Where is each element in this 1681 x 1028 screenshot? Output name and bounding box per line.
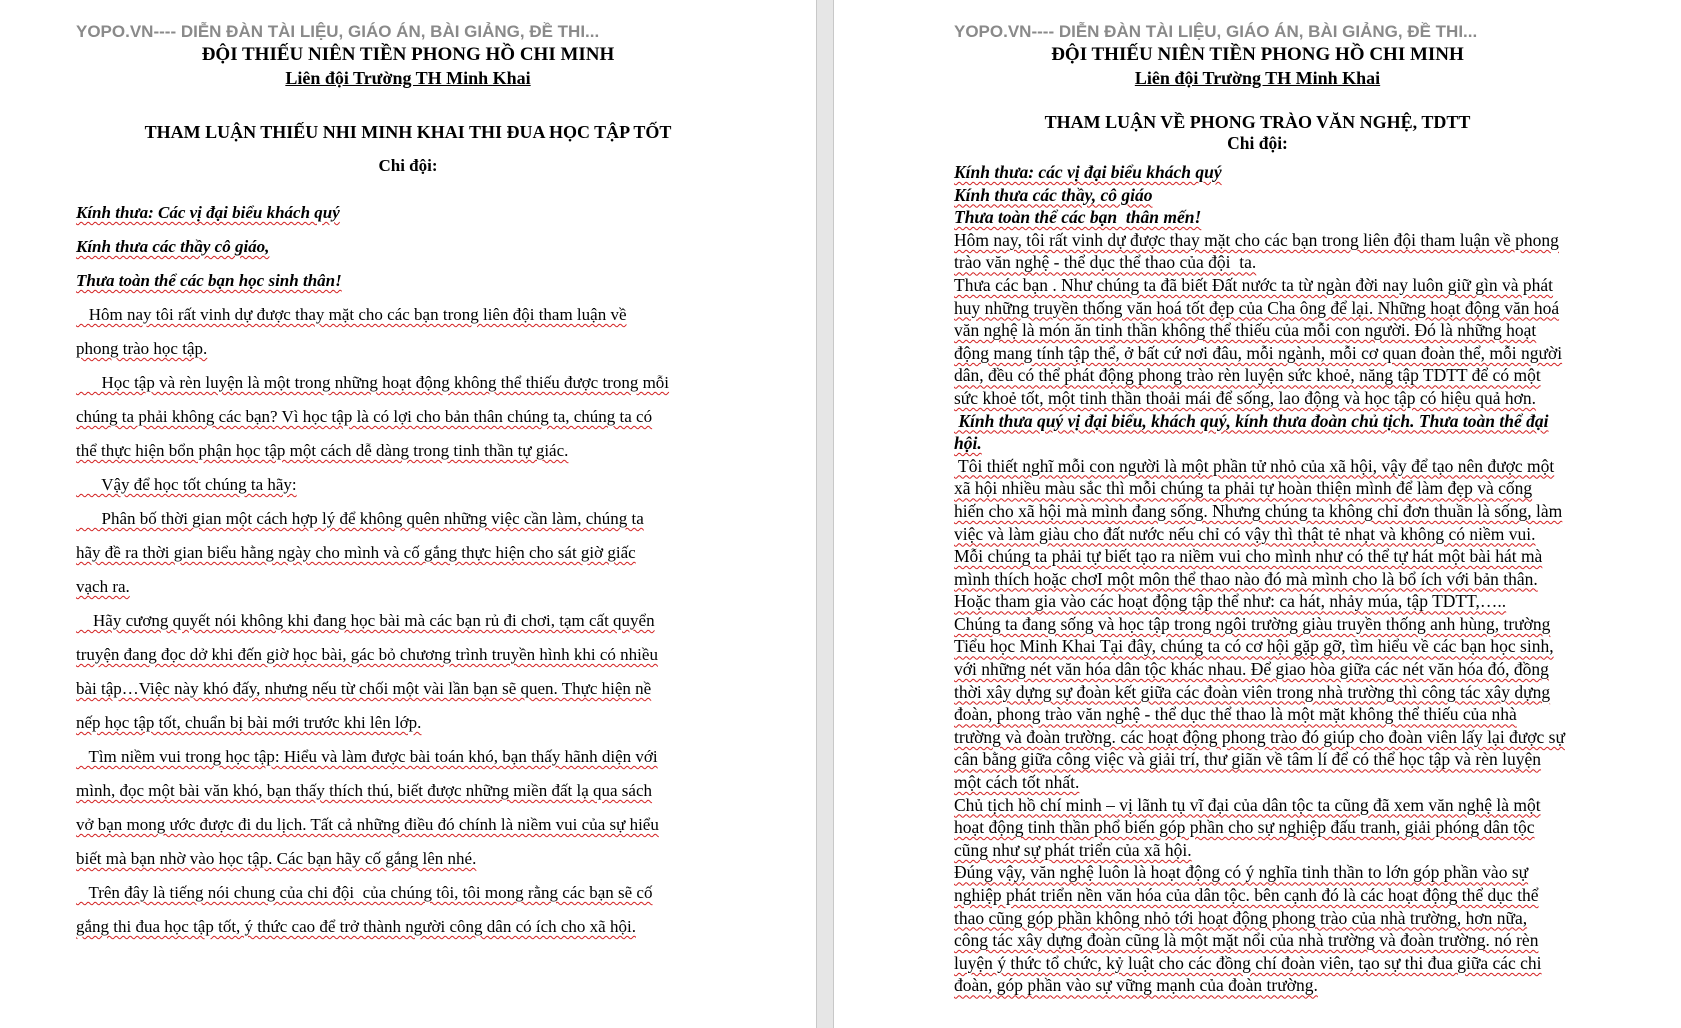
- chi-doi-label: Chi đội:: [378, 156, 438, 175]
- paragraph-line: hoạt động tinh thần phổ biến góp phần cho sự nghiệp đấu tranh, giải phóng dân tộc: [954, 817, 1535, 838]
- paragraph-line: văn nghệ là món ăn tinh thần không thể thiếu của mỗi con người. Đó là những hoạt: [954, 320, 1537, 341]
- paragraph-line: Học tập và rèn luyện là một trong những hoạt động không thể thiếu được trong mỗi: [76, 373, 670, 392]
- school-line-wrap: [0, 68, 816, 89]
- paragraph-line: một cách tốt nhất.: [954, 772, 1080, 793]
- paragraph-line: xã hội nhiều màu sắc thì mỗi chúng ta phải tự hoàn thiện mình để làm đẹp và cống: [954, 478, 1533, 499]
- header-note: YOPO.VN---- DIỄN ĐÀN TÀI LIỆU, GIÁO ÁN, BÀI GIẢNG, ĐỀ THI...: [954, 22, 1478, 41]
- paragraph-line: đoàn, phong trào văn nghệ - thể dục thể thao là một mặt không thể thiếu của nhà: [954, 704, 1517, 725]
- salutation-line: Thưa toàn thể các bạn thân mến!: [954, 207, 1202, 228]
- paragraph-line: mình, đọc một bài văn khó, bạn thấy thích thú, biết được những miền đất lạ qua sách: [76, 781, 653, 800]
- page-gutter: [816, 0, 834, 1028]
- paragraph-line: nếp học tập tốt, chuẩn bị bài mới trước khi lên lớp.: [76, 713, 422, 732]
- salutation-line: Kính thưa các thầy, cô giáo: [954, 184, 1153, 205]
- document-title: THAM LUẬN THIẾU NHI MINH KHAI THI ĐUA HỌC TẬP TỐT: [144, 122, 672, 142]
- paragraph-line: Tôi thiết nghĩ mỗi con người là một phần tử nhỏ của xã hội, vậy để tạo nên được một: [954, 455, 1555, 476]
- org-title: ĐỘI THIẾU NIÊN TIỀN PHONG HỒ CHI MINH: [201, 44, 615, 65]
- salutation-line: Kính thưa quý vị đại biểu, khách quý, kính thưa đoàn chủ tịch. Thưa toàn thể đại: [954, 410, 1549, 431]
- body-text: [76, 196, 669, 944]
- document-page-right: [834, 0, 1681, 1028]
- paragraph-line: Tìm niềm vui trong học tập: Hiểu và làm được bài toán khó, bạn thấy hãnh diện với: [76, 747, 658, 766]
- paragraph-line: công tác xây dựng đoàn cũng là một mặt nổi của nhà trường và đoàn trường. nó rèn: [954, 930, 1539, 951]
- paragraph-line: Hôm nay tôi rất vinh dự được thay mặt cho các bạn trong liên đội tham luận về: [76, 305, 627, 324]
- paragraph-line: vở bạn mong ước được đi du lịch. Tất cả những điều đó chính là niềm vui của sự hiểu: [76, 815, 659, 834]
- paragraph-line: Vậy để học tốt chúng ta hãy:: [76, 475, 297, 494]
- paragraph-line: Phân bố thời gian một cách hợp lý để không quên những việc cần làm, chúng ta: [76, 509, 644, 528]
- paragraph-line: Hãy cương quyết nói không khi đang học bài mà các bạn rủ đi chơi, tạm cất quyển: [76, 611, 655, 630]
- paragraph-line: việc và làm giàu cho đất nước nếu chỉ có vậy thì thật tẻ nhạt và không có niềm vui.: [954, 523, 1536, 544]
- salutation-line: Kính thưa: Các vị đại biểu khách quý: [76, 203, 340, 222]
- paragraph-line: Hoặc tham gia vào các hoạt động tập thể như: ca hát, nhảy múa, tập TDTT,…..: [954, 591, 1507, 612]
- salutation-line: Kính thưa các thầy cô giáo,: [76, 237, 270, 256]
- paragraph-line: với những nét văn hóa dân tộc khác nhau. Để giao hòa giữa các nét văn hóa đó, đồng: [954, 659, 1549, 680]
- paragraph-line: biết mà bạn nhờ vào học tập. Các bạn hãy cố gắng lên nhé.: [76, 849, 477, 868]
- chi-doi-label: Chi đội:: [1227, 133, 1288, 153]
- paragraph-line: dân, đều có thể phát động phong trào rèn luyện sức khoẻ, năng tập TDTT để có một: [954, 365, 1541, 386]
- paragraph-line: vạch ra.: [76, 577, 130, 596]
- paragraph-line: bài tập…Việc này khó đấy, nhưng nếu từ chối một vài lần bạn sẽ quen. Thực hiện nề: [76, 679, 652, 698]
- org-title: ĐỘI THIẾU NIÊN TIỀN PHONG HỒ CHI MINH: [1051, 44, 1464, 65]
- document-title: THAM LUẬN VỀ PHONG TRÀO VĂN NGHỆ, TDTT: [1044, 112, 1471, 132]
- paragraph-line: Hôm nay, tôi rất vinh dự được thay mặt cho các bạn trong liên đội tham luận về phong: [954, 229, 1559, 250]
- salutation-line: Kính thưa: các vị đại biểu khách quý: [954, 162, 1222, 182]
- paragraph-line: Đúng vậy, văn nghệ luôn là hoạt động có ý nghĩa tinh thần to lớn góp phần vào sự: [954, 862, 1529, 883]
- paragraph-line: chúng ta phải không các bạn? Vì học tập là có lợi cho bản thân chúng ta, chúng ta có: [76, 407, 653, 426]
- paragraph-line: luyện ý thức tổ chức, kỷ luật cho các đồng chí đoàn viên, tạo sự thi đua giữa các chi: [954, 952, 1542, 973]
- school-name: Liên đội Trường TH Minh Khai: [1134, 68, 1381, 88]
- paragraph-line: huy những truyền thống văn hoá tốt đẹp của Cha ông để lại. Những hoạt động văn hoá: [954, 297, 1560, 318]
- header-note: YOPO.VN---- DIỄN ĐÀN TÀI LIỆU, GIÁO ÁN, BÀI GIẢNG, ĐỀ THI...: [76, 22, 600, 41]
- paragraph-line: động mang tính tập thể, ở bất cứ nơi đâu, mỗi ngành, mỗi cơ quan đoàn thể, mỗi người: [954, 342, 1563, 363]
- school-name: Liên đội Trường TH Minh Khai: [285, 68, 531, 88]
- paragraph-line: trào văn nghệ - thể dục thể thao của đội ta.: [954, 252, 1257, 273]
- paragraph-line: hãy đề ra thời gian biểu hằng ngày cho mình và cố gắng thực hiện cho sát giờ giấc: [76, 543, 636, 562]
- paragraph-line: nghiệp phát triển nền văn hóa của dân tộc. bên cạnh đó là các hoạt động thể dục thể: [954, 885, 1539, 905]
- paragraph-line: Chủ tịch hồ chí minh – vị lãnh tụ vĩ đại của dân tộc ta cũng đã xem văn nghệ là một: [954, 794, 1541, 815]
- paragraph-line: thời xây dựng sự đoàn kết giữa các đoàn viên trong nhà trường thì công tác xây dựng: [954, 681, 1551, 702]
- paragraph-line: trường và đoàn trường. các hoạt động phong trào đó giúp cho đoàn viên lấy lại được sự: [954, 726, 1565, 747]
- paragraph-line: sức khoẻ tốt, một tinh thần thoải mái để sống, lao động và học tập có hiệu quả hơn.: [954, 387, 1537, 408]
- paragraph-line: Trên đây là tiếng nói chung của chi đội của chúng tôi, tôi mong rằng các bạn sẽ cố: [76, 883, 653, 902]
- paragraph-line: thể thực hiện bổn phận học tập một cách dễ dàng trong tinh thần tự giác.: [76, 441, 569, 460]
- paragraph-line: cân bằng giữa công việc và giải trí, thư giãn về tâm lí để có thể học tập và rèn luyện: [954, 749, 1542, 770]
- salutation-line: Thưa toàn thể các bạn học sinh thân!: [76, 271, 342, 290]
- paragraph-line: thao cũng góp phần không nhỏ tới hoạt động phong trào của nhà trường, hơn nữa,: [954, 907, 1528, 928]
- salutation-line: hội.: [954, 433, 982, 454]
- paragraph-line: phong trào học tập.: [76, 339, 208, 358]
- paragraph-line: gắng thi đua học tập tốt, ý thức cao để trở thành người công dân có ích cho xã hội.: [76, 917, 636, 936]
- paragraph-line: Mỗi chúng ta phải tự biết tạo ra niềm vui cho mình như có thể tự hát một bài hát mà: [954, 546, 1543, 567]
- paragraph-line: Chúng ta đang sống và học tập trong ngôi trường giàu truyền thống anh hùng, trường: [954, 613, 1551, 634]
- body-text: [954, 161, 1565, 997]
- paragraph-line: Thưa các bạn . Như chúng ta đã biết Đất nước ta từ ngàn đời nay luôn giữ gìn và phát: [954, 274, 1554, 295]
- paragraph-line: đoàn, góp phần vào sự vững mạnh của đoàn trường.: [954, 975, 1318, 996]
- paragraph-line: Tiểu học Minh Khai Tại đây, chúng ta có cơ hội gặp gỡ, tìm hiểu về các bạn học sinh,: [954, 636, 1554, 657]
- document-page-left: [0, 0, 816, 1028]
- school-line-wrap: [834, 68, 1681, 89]
- paragraph-line: cũng như sự phát triển của xã hội.: [954, 839, 1192, 860]
- paragraph-line: truyện đang đọc dở khi đến giờ học bài, gác bỏ chương trình truyền hình khi có nhiều: [76, 645, 658, 664]
- paragraph-line: hiến cho xã hội mà mình đang sống. Nhưng chúng ta không chỉ đơn thuần là sống, làm: [954, 500, 1563, 521]
- paragraph-line: mình thích hoặc chơI một môn thể thao nào đó mà mình cho là bổ ích với bản thân.: [954, 568, 1538, 589]
